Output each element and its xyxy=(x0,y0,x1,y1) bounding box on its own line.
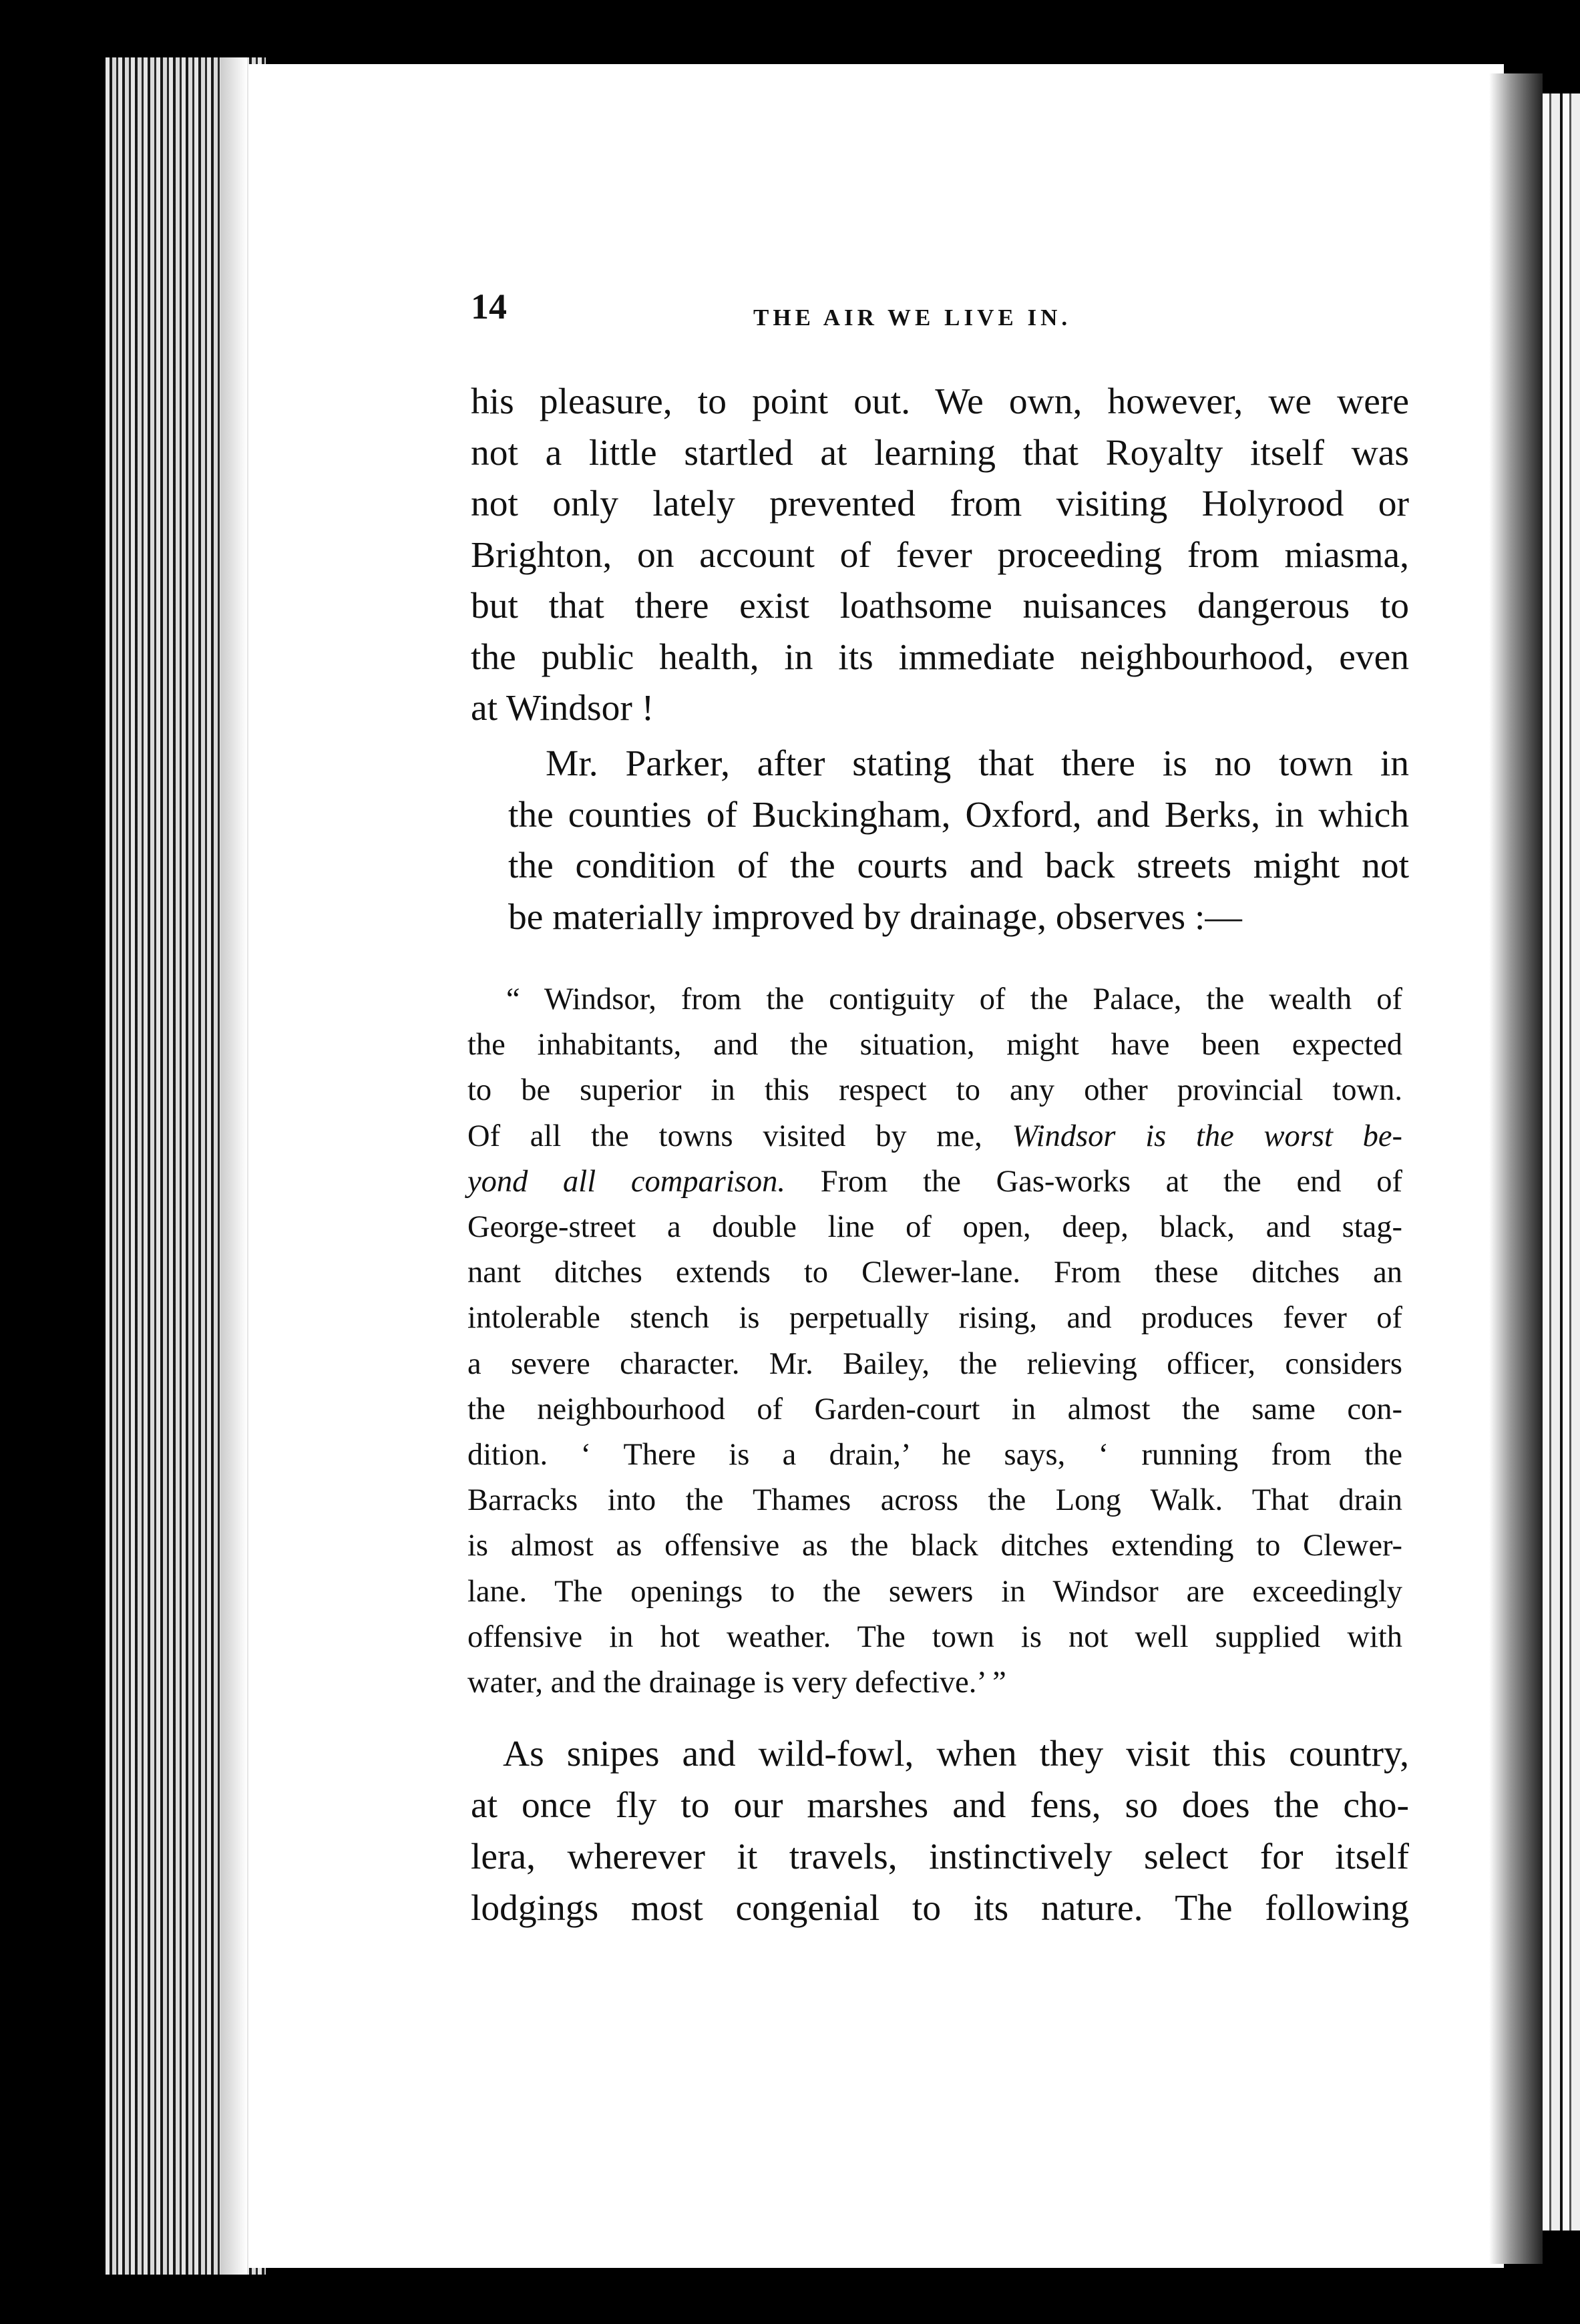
quote-line: dition. ‘ There is a drain,’ he says, ‘ running from the xyxy=(467,1438,1402,1473)
quote-line xyxy=(467,1159,1402,1205)
text-line: at once fly to our marshes and fens, so does the cho- xyxy=(471,1785,1409,1826)
right-page-edge xyxy=(1489,73,1543,2264)
block-quote xyxy=(467,977,1402,1706)
quote-line: “ Windsor, from the contiguity of the Palace, the wealth of xyxy=(506,982,1402,1016)
text-line: the condition of the courts and back streets might not xyxy=(508,845,1409,886)
text-line: not only lately prevented from visiting Holyrood or xyxy=(471,483,1409,524)
text-line: his pleasure, to point out. We own, however, we were xyxy=(471,381,1409,422)
quote-line: nant ditches extends to Clewer-lane. From these ditches an xyxy=(467,1255,1402,1290)
text-line: be materially improved by drainage, observes :— xyxy=(508,896,1242,938)
text-line: lodgings most congenial to its nature. The following xyxy=(471,1888,1409,1929)
paragraph-2 xyxy=(471,739,1409,943)
quote-line xyxy=(467,1114,1402,1159)
quote-emphasis: yond all comparison. xyxy=(467,1164,786,1199)
text-line: the counties of Buckingham, Oxford, and Berks, in which xyxy=(508,794,1409,835)
quote-line: is almost as offensive as the black ditches extending to Clewer- xyxy=(467,1529,1402,1563)
quote-emphasis: Windsor is the worst be- xyxy=(1012,1119,1403,1153)
quote-line: lane. The openings to the sewers in Windsor are exceedingly xyxy=(467,1574,1402,1609)
text-line: the public health, in its immediate neighbourhood, even xyxy=(471,636,1409,678)
gutter-shadow xyxy=(220,57,247,2275)
page-number: 14 xyxy=(471,286,507,327)
quote-line: intolerable stench is perpetually rising, and produces fever of xyxy=(467,1301,1402,1336)
quote-text: Of all the towns visited by me, xyxy=(467,1119,982,1153)
facing-page-edge xyxy=(1543,93,1580,2231)
text-line: Brighton, on account of fever proceeding from miasma, xyxy=(471,534,1409,576)
scan-speck xyxy=(80,1803,84,1807)
quote-line: Barracks into the Thames across the Long Walk. That drain xyxy=(467,1483,1402,1518)
text-line: lera, wherever it travels, instinctively select for itself xyxy=(471,1836,1409,1877)
paragraph-3 xyxy=(471,1728,1409,1934)
quote-line: George-street a double line of open, deep, black, and stag- xyxy=(467,1210,1402,1245)
quote-line: water, and the drainage is very defective.’ ” xyxy=(467,1666,1006,1700)
quote-line: offensive in hot weather. The town is not well supplied with xyxy=(467,1619,1402,1654)
quote-line: the inhabitants, and the situation, might have been expected xyxy=(467,1028,1402,1062)
quote-line: the neighbourhood of Garden-court in almost the same con- xyxy=(467,1392,1402,1426)
quote-line: to be superior in this respect to any other provincial town. xyxy=(467,1073,1402,1108)
scan-speck xyxy=(52,2044,59,2050)
text-line: Mr. Parker, after stating that there is no town in xyxy=(546,743,1409,784)
text-line: but that there exist loathsome nuisances dangerous to xyxy=(471,586,1409,626)
text-line: not a little startled at learning that Royalty itself was xyxy=(471,432,1409,473)
quote-line: a severe character. Mr. Bailey, the relieving officer, considers xyxy=(467,1346,1402,1381)
quote-text: From the Gas-works at the end of xyxy=(820,1164,1402,1199)
text-line: at Windsor ! xyxy=(471,688,654,729)
paragraph-1 xyxy=(471,377,1409,735)
text-line: As snipes and wild-fowl, when they visit this country, xyxy=(503,1734,1409,1774)
running-head: THE AIR WE LIVE IN. xyxy=(753,305,1072,331)
